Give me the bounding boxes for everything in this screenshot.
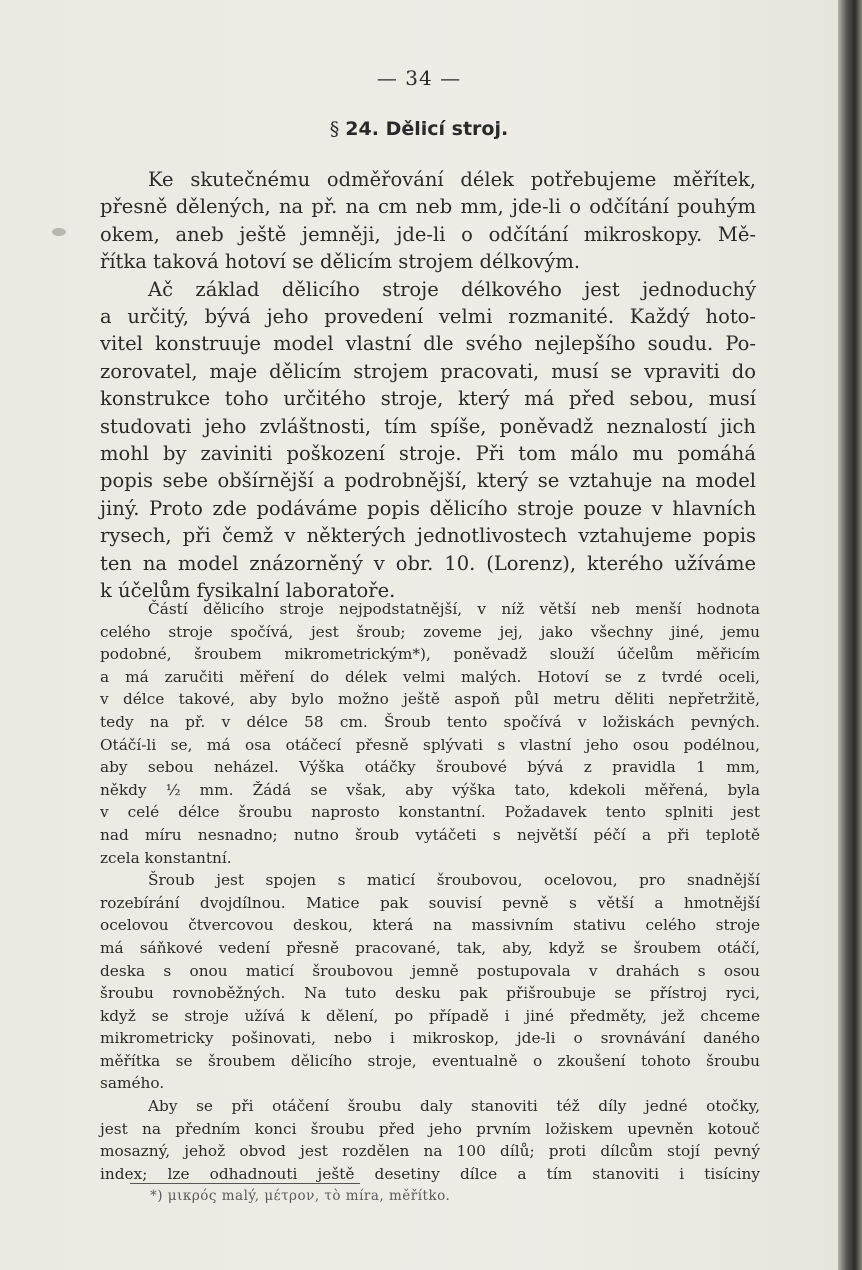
small-text-line: podobné, šroubem mikrometrickým*), poněvadž slouží účelům měřicím <box>100 645 760 664</box>
text-line: řítka taková hotoví se dělicím strojem délkovým. <box>100 250 581 274</box>
text-line: jiný. Proto zde podáváme popis dělicího stroje pouze v hlavních <box>100 496 756 520</box>
small-text-line: rozebírání dvojdílnou. Matice pak souvisí pevně s větší a hmotnější <box>100 893 760 912</box>
small-text-line: když se stroje užívá k dělení, po případě i jiné předměty, jež chceme <box>100 1006 760 1025</box>
small-text-line: má sáňkové vedení přesně pracované, tak, aby, když se šroubem otáčí, <box>100 938 760 957</box>
text-line: popis sebe obšírnější a podrobnější, který se vztahuje na model <box>100 469 756 493</box>
small-text-line: index; lze odhadnouti ještě desetiny dílce a tím stanoviti i tisíciny <box>100 1164 760 1183</box>
small-text-line: Šroub jest spojen s maticí šroubovou, ocelovou, pro snadnější <box>148 871 760 890</box>
text-line: přesně dělených, na př. na cm neb mm, jde-li o odčítání pouhým <box>100 195 756 219</box>
small-text-line: ocelovou čtvercovou deskou, která na massivním stativu celého stroje <box>100 916 760 935</box>
page-number: — 34 — <box>376 66 462 90</box>
book-spine-shadow <box>838 0 862 1270</box>
small-text-line: Částí dělicího stroje nejpodstatnější, v níž větší neb menší hodnota <box>148 600 760 618</box>
text-line: zorovatel, maje dělicím strojem pracovati, musí se vpraviti do <box>100 359 756 383</box>
text-line: k účelům fysikalní laboratoře. <box>100 579 396 603</box>
small-text-line: zcela konstantní. <box>100 848 232 867</box>
small-text-line: v celé délce šroubu naprosto konstantní. Požadavek tento splniti jest <box>100 803 760 822</box>
footnote: *) μικρός malý, μέτρον, τὸ míra, měřítko. <box>150 1188 451 1204</box>
small-text-line: šroubu rovnoběžných. Na tuto desku pak přišroubuje se přístroj ryci, <box>100 984 760 1003</box>
small-text-line: tedy na př. v délce 58 cm. Šroub tento spočívá v ložiskách pevných. <box>100 712 760 731</box>
section-heading <box>0 118 838 140</box>
small-text-line: deska s onou maticí šroubovou jemně postupovala v drahách s osou <box>100 961 760 980</box>
small-text-line: mikrometricky pošinovati, nebo i mikroskop, jde-li o srovnávání daného <box>100 1029 760 1048</box>
small-text-line: Aby se při otáčení šroubu daly stanoviti též díly jedné otočky, <box>148 1097 760 1116</box>
text-line: okem, aneb ještě jemněji, jde-li o odčítání mikroskopy. Mě- <box>100 222 756 246</box>
small-text-line: a má zaručiti měření do délek velmi malých. Hotoví se z tvrdé oceli, <box>100 667 760 686</box>
text-line: vitel konstruuje model vlastní dle svého nejlepšího soudu. Po- <box>100 332 756 356</box>
text-line: Ač základ dělicího stroje délkového jest jednoduchý <box>148 277 756 301</box>
small-text-line: aby sebou neházel. Výška otáčky šroubové bývá z pravidla 1 mm, <box>100 758 760 777</box>
text-line: mohl by zaviniti poškození stroje. Při tom málo mu pomáhá <box>100 442 756 466</box>
small-text-line: v délce takové, aby bylo možno ještě aspoň půl metru děliti nepřetržitě, <box>100 690 760 709</box>
small-text-line: mosazný, jehož obvod jest rozdělen na 100 dílů; proti dílcům stojí pevný <box>100 1142 760 1161</box>
text-line: Ke skutečnému odměřování délek potřebujeme měřítek, <box>148 168 756 191</box>
text-line: rysech, při čemž v některých jednotlivostech vztahujeme popis <box>100 524 756 548</box>
main-paragraphs <box>100 166 756 605</box>
small-text-line: nad míru nesnadno; nutno šroub vytáčeti s největší péčí a při teplotě <box>100 825 760 844</box>
section-mark: § <box>329 118 340 140</box>
text-line: ten na model znázorněný v obr. 10. (Lorenz), kterého užíváme <box>100 551 756 575</box>
small-text-line: Otáčí-li se, má osa otáčecí přesně splývati s vlastní jeho osou podélnou, <box>100 735 760 754</box>
text-line: konstrukce toho určitého stroje, který má před sebou, musí <box>100 387 756 411</box>
text-line: studovati jeho zvláštnosti, tím spíše, poněvadž neznalostí jich <box>100 414 756 438</box>
footnote-divider <box>130 1183 360 1184</box>
small-text-line: měřítka se šroubem dělicího stroje, eventualně o zkoušení tohoto šroubu <box>100 1051 760 1070</box>
small-text-line: jest na předním konci šroubu před jeho prvním ložiskem upevněn kotouč <box>100 1119 760 1138</box>
small-text-line: samého. <box>100 1074 165 1093</box>
text-line: a určitý, bývá jeho provedení velmi rozmanité. Každý hoto- <box>100 305 756 329</box>
section-title: 24. Dělicí stroj. <box>345 118 509 140</box>
small-text-line: celého stroje spočívá, jest šroub; zoveme jej, jako všechny jiné, jemu <box>100 622 760 641</box>
small-text-line: někdy ½ mm. Žádá se však, aby výška tato, kdekoli měřená, byla <box>100 780 760 799</box>
ink-smudge <box>52 228 66 236</box>
small-print-paragraphs <box>100 598 760 1185</box>
